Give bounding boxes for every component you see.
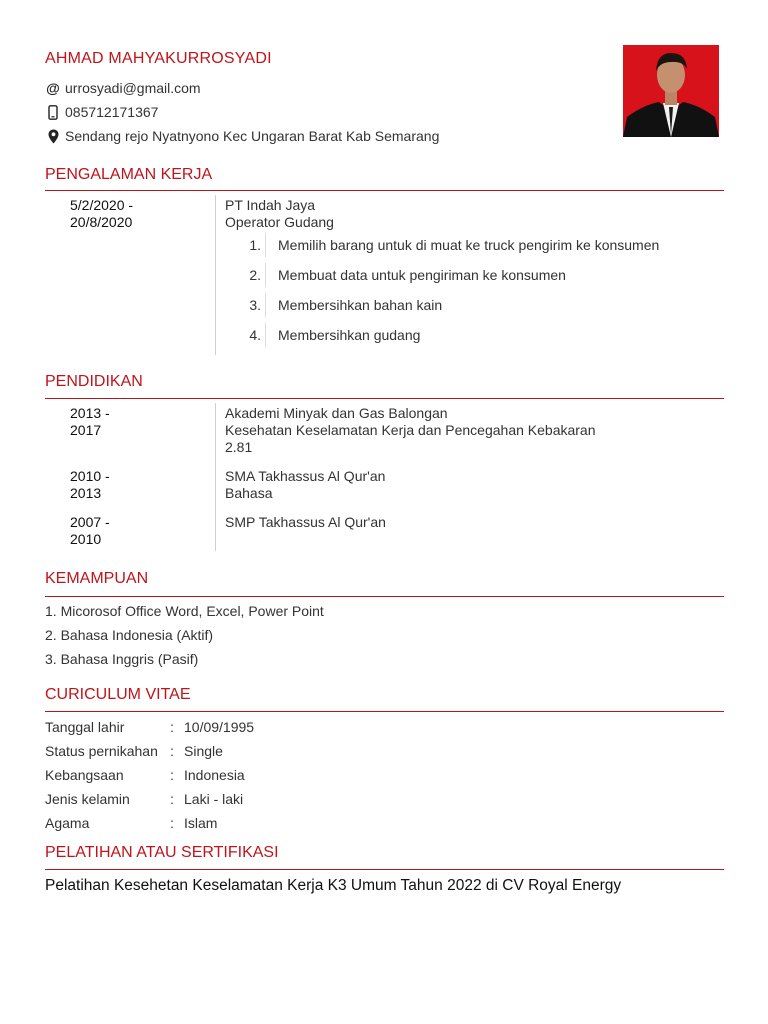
cv-label: Agama (45, 815, 90, 831)
experience-timeline (215, 195, 216, 355)
experience-date (70, 197, 133, 231)
company-name: PT Indah Jaya (225, 197, 316, 213)
cv-label: Kebangsaan (45, 767, 124, 783)
education-timeline (215, 403, 216, 551)
email-row (45, 80, 201, 96)
address-row (45, 128, 439, 144)
phone-icon (45, 105, 61, 120)
task-number: 3. (249, 297, 261, 313)
cv-value: 10/09/1995 (184, 719, 255, 735)
education-divider (45, 398, 724, 399)
at-icon: @ (46, 80, 60, 96)
education-year (70, 514, 110, 548)
task-text: Membersihkan gudang (278, 327, 421, 343)
school-major: Bahasa (225, 485, 273, 501)
task-text: Membuat data untuk pengiriman ke konsumen (278, 267, 566, 283)
list-item (247, 320, 659, 350)
task-list (247, 230, 659, 350)
experience-details (225, 197, 334, 231)
certification-title: PELATIHAN ATAU SERTIFIKASI (45, 844, 279, 861)
education-year (70, 405, 110, 439)
cv-colon: : (170, 815, 174, 831)
task-text: Memilih barang untuk di muat ke truck pengirim ke konsumen (278, 237, 660, 253)
certification-divider (45, 869, 724, 870)
list-item (247, 290, 659, 320)
cv-title: CURICULUM VITAE (45, 686, 191, 703)
skills-title: KEMAMPUAN (45, 570, 149, 587)
cv-colon: : (170, 767, 174, 783)
cv-colon: : (170, 719, 174, 735)
task-text: Membersihkan bahan kain (278, 297, 443, 313)
task-number: 2. (249, 267, 261, 283)
education-details (225, 405, 596, 456)
task-number: 4. (249, 327, 261, 343)
task-number: 1. (249, 237, 261, 253)
cv-value: Single (184, 743, 223, 759)
candidate-name: AHMAD MAHYAKURROSYADI (45, 50, 272, 67)
cv-value: Laki - laki (184, 791, 244, 807)
education-year-end: 2017 (70, 422, 102, 438)
cv-value: Indonesia (184, 767, 245, 783)
task-divider (265, 293, 266, 317)
list-item (247, 230, 659, 260)
school-name: SMP Takhassus Al Qur'an (225, 514, 386, 530)
education-year-end: 2013 (70, 485, 102, 501)
education-details (225, 468, 385, 502)
address-text: Sendang rejo Nyatnyono Kec Ungaran Barat Kab Semarang (65, 128, 440, 144)
experience-title: PENGALAMAN KERJA (45, 166, 213, 183)
cv-label: Tanggal lahir (45, 719, 125, 735)
education-year-end: 2010 (70, 531, 102, 547)
school-gpa: 2.81 (225, 439, 253, 455)
school-name: Akademi Minyak dan Gas Balongan (225, 405, 448, 421)
location-pin-icon (45, 129, 61, 144)
experience-date-start: 5/2/2020 - (70, 197, 134, 213)
task-divider (265, 323, 266, 347)
skill-item: 2. Bahasa Indonesia (Aktif) (45, 627, 214, 643)
school-name: SMA Takhassus Al Qur'an (225, 468, 386, 484)
task-divider (265, 233, 266, 257)
education-year (70, 468, 110, 502)
cv-label: Status pernikahan (45, 743, 158, 759)
skill-item: 3. Bahasa Inggris (Pasif) (45, 651, 199, 667)
skills-divider (45, 596, 724, 597)
education-year-start: 2013 - (70, 405, 110, 421)
experience-date-end: 20/8/2020 (70, 214, 133, 230)
cv-label: Jenis kelamin (45, 791, 130, 807)
education-title: PENDIDIKAN (45, 373, 143, 390)
profile-photo (623, 45, 719, 137)
school-major: Kesehatan Keselamatan Kerja dan Pencegahan Kebakaran (225, 422, 596, 438)
cv-value: Islam (184, 815, 218, 831)
list-item (247, 260, 659, 290)
phone-row (45, 104, 158, 120)
task-divider (265, 263, 266, 287)
cv-colon: : (170, 743, 174, 759)
email-text: urrosyadi@gmail.com (65, 80, 201, 96)
job-position: Operator Gudang (225, 214, 334, 230)
education-details (225, 514, 386, 531)
certification-text: Pelatihan Kesehetan Keselamatan Kerja K3 Umum Tahun 2022 di CV Royal Energy (45, 877, 622, 894)
education-year-start: 2007 - (70, 514, 110, 530)
experience-divider (45, 190, 724, 191)
education-year-start: 2010 - (70, 468, 110, 484)
cv-colon: : (170, 791, 174, 807)
skill-item: 1. Micorosof Office Word, Excel, Power Point (45, 603, 324, 619)
phone-text: 085712171367 (65, 104, 159, 120)
cv-divider (45, 711, 724, 712)
